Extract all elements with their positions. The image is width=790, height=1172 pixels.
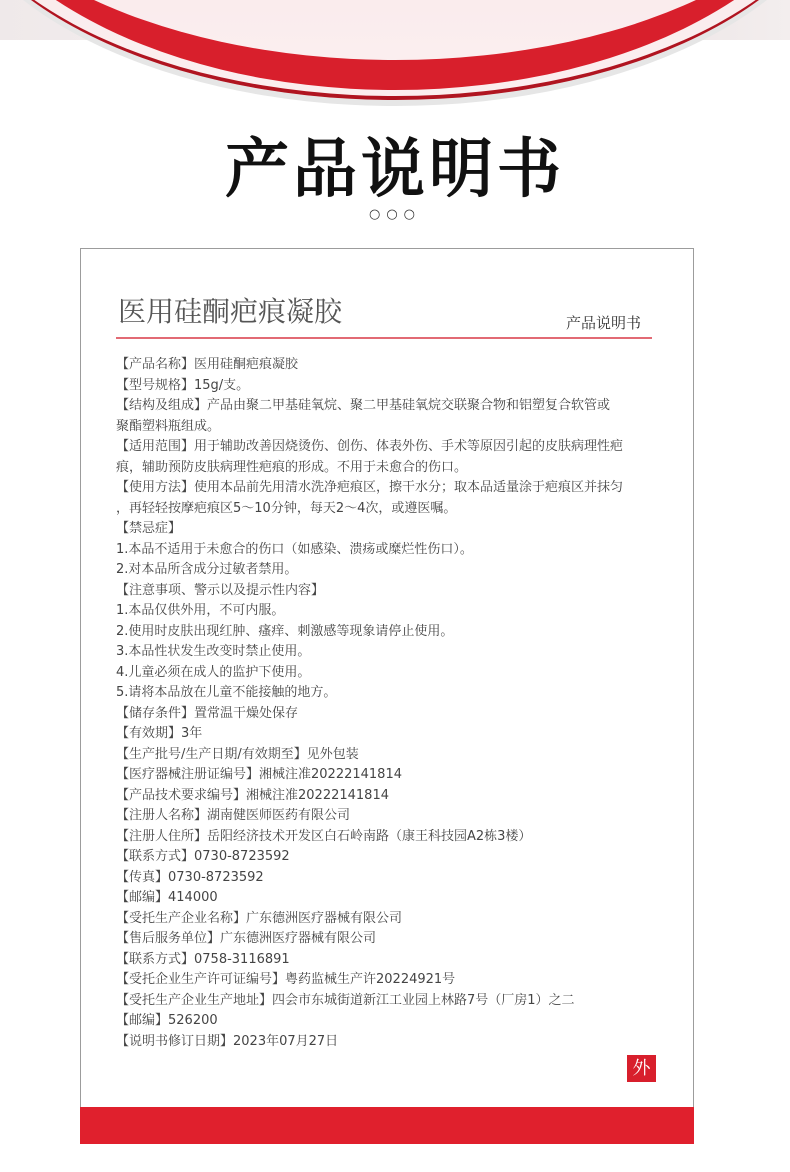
text-line: 【注册人名称】湖南健医师医药有限公司 <box>116 808 351 823</box>
text-line: 【产品名称】医用硅酮疤痕凝胶 <box>116 357 299 372</box>
text-line: 1.本品不适用于未愈合的伤口（如感染、溃疡或糜烂性伤口）。 <box>116 541 473 557</box>
text-line: 4.儿童必须在成人的监护下使用。 <box>116 664 311 680</box>
title-dots: ○○○ <box>368 207 422 222</box>
card-subtitle: 产品说明书 <box>566 314 642 332</box>
text-line: 【储存条件】置常温干燥处保存 <box>116 705 299 721</box>
text-line: 3.本品性状发生改变时禁止使用。 <box>116 644 311 659</box>
text-line: 1.本品仅供外用，不可内服。 <box>116 603 285 618</box>
text-line: 2.对本品所含成分过敏者禁用。 <box>116 562 298 577</box>
text-line: 【说明书修订日期】2023年07月27日 <box>116 1033 339 1049</box>
text-line: 【使用方法】使用本品前先用清水洗净疤痕区，擦干水分；取本品适量涂于疤痕区并抹匀 <box>116 480 624 495</box>
text-line: 【邮编】526200 <box>116 1013 218 1028</box>
text-line: 【有效期】3年 <box>116 726 203 741</box>
external-use-badge: 外 <box>627 1055 656 1082</box>
text-line: 【产品技术要求编号】湘械注准20222141814 <box>116 787 389 803</box>
top-banner <box>0 0 790 125</box>
text-line: 【医疗器械注册证编号】湘械注准20222141814 <box>116 767 402 782</box>
text-line: 【售后服务单位】广东德洲医疗器械有限公司 <box>116 931 377 946</box>
text-line: 【结构及组成】产品由聚二甲基硅氧烷、聚二甲基硅氧烷交联聚合物和铝塑复合软管或 <box>116 398 611 413</box>
text-line: 【注册人住所】岳阳经济技术开发区白石岭南路（康王科技园A2栋3楼） <box>116 828 532 844</box>
text-line: 2.使用时皮肤出现红肿、瘙痒、刺激感等现象请停止使用。 <box>116 623 454 639</box>
instruction-body <box>116 355 661 1052</box>
text-line: 5.请将本品放在儿童不能接触的地方。 <box>116 685 337 700</box>
text-line: ，再轻轻按摩疤痕区5～10分钟，每天2～4次，或遵医嘱。 <box>116 500 457 516</box>
text-line: 【注意事项、警示以及提示性内容】 <box>116 582 325 598</box>
card-footer-bar <box>80 1107 694 1144</box>
text-line: 【受托企业生产许可证编号】粤药监械生产许20224921号 <box>116 972 456 987</box>
text-line: 【型号规格】15g/支。 <box>116 377 250 393</box>
text-line: 【联系方式】0758-3116891 <box>116 951 290 967</box>
text-line: 【传真】0730-8723592 <box>116 869 264 885</box>
banner-red-curve-inner <box>0 0 790 100</box>
text-line: 【受托生产企业生产地址】四会市东城街道新江工业园上林路7号（厂房1）之二 <box>116 992 575 1008</box>
text-line: 【禁忌症】 <box>116 521 182 536</box>
product-title: 医用硅酮疤痕凝胶 <box>118 295 343 328</box>
text-line: 痕，辅助预防皮肤病理性疤痕的形成。不用于未愈合的伤口。 <box>116 459 468 475</box>
text-line: 【受托生产企业名称】广东德洲医疗器械有限公司 <box>116 910 403 926</box>
text-line: 【适用范围】用于辅助改善因烧烫伤、创伤、体表外伤、手术等原因引起的皮肤病理性疤 <box>116 439 624 454</box>
text-line: 【生产批号/生产日期/有效期至】见外包装 <box>116 746 359 762</box>
page-title: 产品说明书 <box>225 133 565 207</box>
title-divider <box>116 337 652 339</box>
text-line: 聚酯塑料瓶组成。 <box>116 418 221 434</box>
text-line: 【联系方式】0730-8723592 <box>116 849 290 864</box>
text-line: 【邮编】414000 <box>116 890 218 905</box>
